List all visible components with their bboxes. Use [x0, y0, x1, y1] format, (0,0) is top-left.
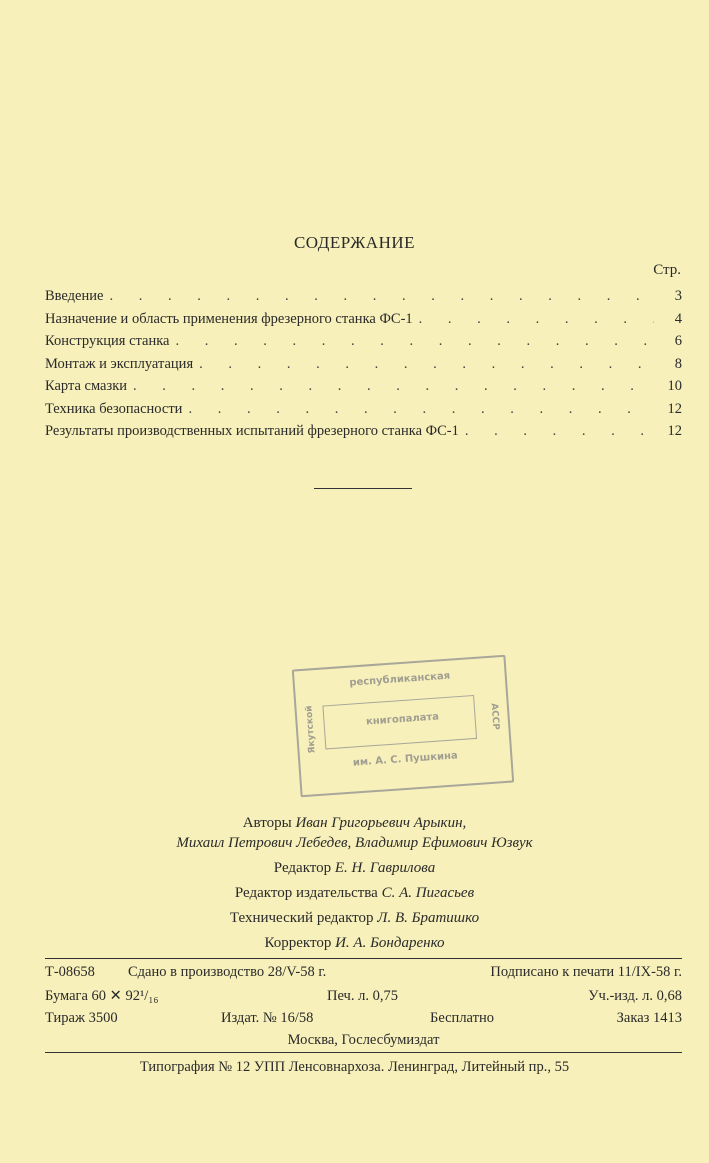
- imprint-row: [45, 964, 682, 986]
- toc-item-page: 6: [674, 333, 682, 349]
- toc-item-page: 10: [667, 378, 682, 394]
- publishing-editor-line: [0, 885, 709, 902]
- publishing-editor-label: Редактор издательства: [234, 885, 378, 901]
- stamp-line: республиканская: [349, 670, 451, 689]
- toc-item-text: Результаты производственных испытаний фрезерного станка ФС-1: [45, 423, 459, 439]
- toc-title: СОДЕРЖАНИЕ: [293, 233, 416, 252]
- toc-item: [45, 330, 682, 353]
- toc-item: [45, 420, 682, 443]
- technical-editor-line: [0, 910, 709, 927]
- imprint-publisher: Москва, Гослесбумиздат: [287, 1032, 440, 1048]
- proofreader-line: [0, 935, 709, 952]
- proofreader-label: Корректор: [264, 935, 332, 951]
- authors-names: Иван Григорьевич Арыкин,: [295, 815, 467, 831]
- imprint-code: Т-08658: [45, 964, 95, 980]
- leader-dots: [199, 353, 654, 375]
- toc-item: [45, 308, 682, 331]
- toc-item-page: 12: [667, 423, 682, 439]
- toc-item: [45, 353, 682, 376]
- leader-dots: [133, 375, 654, 397]
- imprint-sent: Сдано в производство 28/V-58 г.: [128, 964, 327, 980]
- library-stamp: [292, 655, 514, 798]
- stamp-side-text: Якутской: [304, 705, 318, 754]
- stamp-side-text: АССР: [488, 702, 501, 731]
- toc-item-text: Введение: [45, 288, 104, 304]
- editor-line: [0, 860, 709, 877]
- imprint-signed: Подписано к печати 11/IX-58 г.: [490, 964, 682, 980]
- imprint-row: [45, 988, 682, 1010]
- imprint-price: Бесплатно: [430, 1010, 494, 1026]
- technical-editor-label: Технический редактор: [229, 910, 374, 926]
- imprint-run: Тираж 3500: [45, 1010, 118, 1026]
- toc-item-page: 4: [674, 310, 682, 327]
- toc-list: [45, 285, 682, 443]
- editor-label: Редактор: [273, 860, 332, 876]
- toc-item-page: 12: [667, 400, 682, 417]
- section-divider: [314, 488, 412, 489]
- proofreader-name: И. А. Бондаренко: [335, 935, 445, 951]
- imprint-sheets: Печ. л. 0,75: [327, 988, 398, 1004]
- leader-dots: [109, 285, 654, 307]
- stamp-line: книгопалата: [365, 711, 440, 728]
- toc-item: [45, 398, 682, 421]
- imprint-publisher-row: [45, 1032, 682, 1054]
- imprint-top-rule: [45, 958, 682, 959]
- toc-item: [45, 375, 682, 398]
- toc-item: [45, 285, 682, 308]
- imprint-order: Заказ 1413: [616, 1010, 682, 1026]
- toc-item-text: Назначение и область применения фрезерного станка ФС-1: [45, 310, 413, 327]
- editor-name: Е. Н. Гаврилова: [334, 860, 436, 876]
- imprint-izdat: Издат. № 16/58: [221, 1010, 314, 1026]
- technical-editor-name: Л. В. Братишко: [377, 910, 480, 926]
- toc-page-header: Стр.: [653, 262, 681, 278]
- toc-item-text: Техника безопасности: [45, 400, 183, 417]
- printer-info: Типография № 12 УПП Ленсовнархоза. Ленинград, Литейный пр., 55: [139, 1059, 570, 1075]
- leader-dots: [419, 308, 654, 330]
- authors-line: [0, 815, 709, 832]
- toc-item-text: Конструкция станка: [45, 333, 170, 349]
- toc-item-text: Монтаж и эксплуатация: [45, 355, 194, 372]
- toc-item-text: Карта смазки: [45, 378, 128, 394]
- leader-dots: [175, 330, 654, 352]
- toc-item-page: 8: [674, 355, 682, 372]
- leader-dots: [465, 420, 654, 442]
- authors-names-continued: Михаил Петрович Лебедев, Владимир Ефимович Юзвук: [176, 835, 533, 851]
- toc-item-page: 3: [674, 288, 682, 304]
- imprint-pub-sheets: Уч.-изд. л. 0,68: [588, 988, 682, 1004]
- stamp-line: им. А. С. Пушкина: [352, 750, 459, 769]
- imprint-bottom-rule: [45, 1052, 682, 1053]
- publishing-editor-name: С. А. Пигасьев: [381, 885, 475, 901]
- leader-dots: [188, 398, 654, 420]
- imprint-row: [45, 1010, 682, 1032]
- imprint-paper: Бумага 60 ✕ 92¹/₁₆: [45, 988, 159, 1004]
- authors-label: Авторы: [242, 815, 292, 831]
